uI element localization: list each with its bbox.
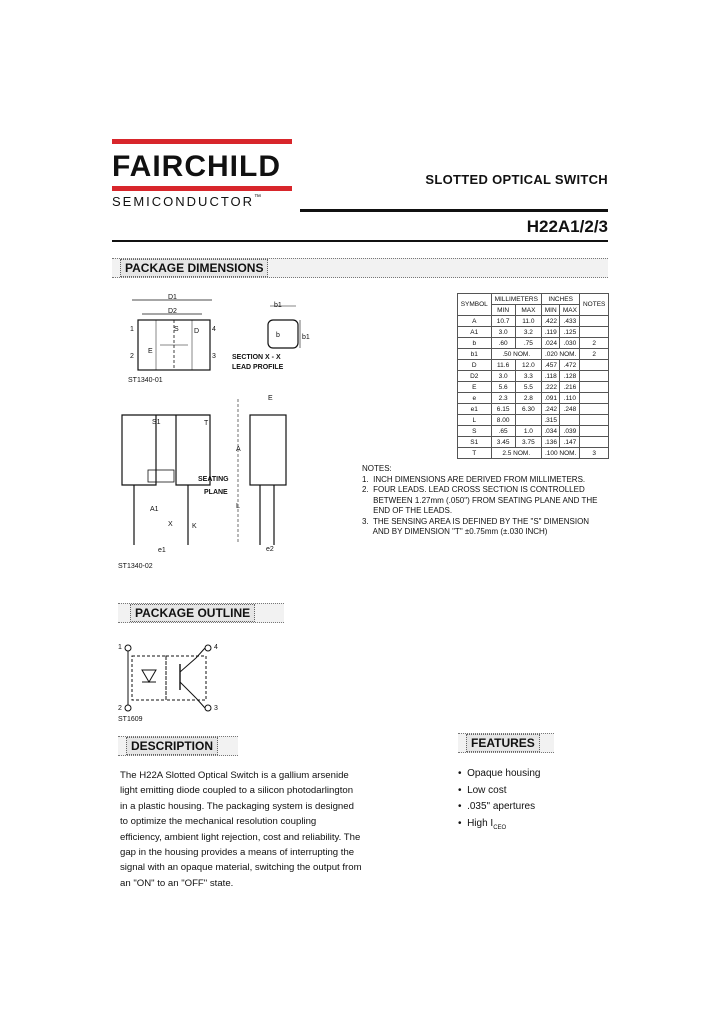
- table-cell: [580, 393, 609, 404]
- table-cell: 1.0: [515, 426, 541, 437]
- section-label: SECTION X - X: [232, 354, 281, 361]
- table-header-max: MAX: [515, 305, 541, 316]
- description-line: gap in the housing provides a means of interrupting the: [120, 847, 355, 859]
- logo-bar-bottom: [112, 186, 292, 191]
- trademark: ™: [254, 194, 264, 201]
- table-row: [458, 448, 609, 459]
- lead-profile-drawing: [262, 300, 312, 350]
- table-cell: E: [458, 382, 492, 393]
- schematic-pin2: 2: [118, 705, 122, 712]
- feature-subscript: CEO: [493, 824, 507, 831]
- table-header-symbol: SYMBOL: [458, 294, 492, 316]
- table-row: [458, 404, 609, 415]
- table-cell: 5.5: [515, 382, 541, 393]
- table-row: [458, 371, 609, 382]
- table-cell: 6.30: [515, 404, 541, 415]
- table-cell: 2.5 NOM.: [491, 448, 541, 459]
- table-cell: [580, 371, 609, 382]
- bullet-icon: •: [458, 768, 468, 779]
- document-title: SLOTTED OPTICAL SWITCH: [425, 172, 608, 187]
- table-header-inches: INCHES: [541, 294, 579, 305]
- label-pin3: 3: [212, 353, 216, 360]
- table-cell: .472: [560, 360, 580, 371]
- table-row: [458, 316, 609, 327]
- description-line: signal with an opaque material, switching the output from: [120, 862, 362, 874]
- table-cell: .119: [541, 327, 559, 338]
- schematic-pin3: 3: [214, 705, 218, 712]
- features-list: [458, 766, 540, 836]
- description-line: an "ON" to an "OFF" state.: [120, 877, 234, 889]
- label-b: b: [276, 332, 280, 339]
- table-cell: .65: [491, 426, 515, 437]
- section-title-description: DESCRIPTION: [126, 737, 218, 755]
- table-row: [458, 327, 609, 338]
- description-text: [120, 768, 370, 891]
- description-line: in a plastic housing. The packaging system is designed: [120, 800, 354, 812]
- description-line: The H22A Slotted Optical Switch is a gallium arsenide: [120, 770, 349, 781]
- label-e2: e2: [266, 546, 274, 553]
- list-item: [458, 799, 540, 816]
- table-cell: b1: [458, 349, 492, 360]
- table-cell: .242: [541, 404, 559, 415]
- table-cell: 2.3: [491, 393, 515, 404]
- feature-text: Low cost: [467, 784, 507, 796]
- table-row: [458, 415, 609, 426]
- notes: [362, 464, 610, 538]
- table-row: [458, 338, 609, 349]
- list-item: [458, 766, 540, 783]
- table-header-min: MIN: [491, 305, 515, 316]
- label-d2: D2: [168, 308, 177, 315]
- table-cell: T: [458, 448, 492, 459]
- table-cell: 3.3: [515, 371, 541, 382]
- header-rule-top: [300, 209, 608, 212]
- table-cell: [560, 415, 580, 426]
- table-cell: .118: [541, 371, 559, 382]
- label-s1: S1: [152, 419, 161, 426]
- table-header-min: MIN: [541, 305, 559, 316]
- label-pin1: 1: [130, 326, 134, 333]
- table-cell: .422: [541, 316, 559, 327]
- list-item: [458, 816, 540, 837]
- feature-text: High I: [467, 817, 494, 829]
- table-cell: .147: [560, 437, 580, 448]
- logo-subtitle: [112, 194, 263, 209]
- table-cell: A1: [458, 327, 492, 338]
- figure-id-2: ST1340-02: [118, 563, 153, 570]
- table-cell: 12.0: [515, 360, 541, 371]
- header-rule-bottom: [112, 240, 608, 242]
- table-cell: [515, 415, 541, 426]
- label-e: E: [148, 348, 153, 355]
- label-b1-side: b1: [302, 334, 310, 341]
- table-cell: 11.6: [491, 360, 515, 371]
- top-view-drawing: [120, 290, 230, 390]
- section-title-features: FEATURES: [466, 734, 540, 752]
- label-x: X: [168, 521, 173, 528]
- section-title-dimensions: PACKAGE DIMENSIONS: [120, 259, 268, 277]
- label-e1: e1: [158, 547, 166, 554]
- table-cell: b: [458, 338, 492, 349]
- table-cell: .091: [541, 393, 559, 404]
- table-cell: .128: [560, 371, 580, 382]
- label-k: K: [192, 523, 197, 530]
- label-s: S: [174, 326, 179, 333]
- note-line: 2. FOUR LEADS. LEAD CROSS SECTION IS CONTROLLED: [362, 485, 585, 494]
- note-line: 1. INCH DIMENSIONS ARE DERIVED FROM MILLIMETERS.: [362, 474, 586, 484]
- table-cell: [580, 382, 609, 393]
- note-line: BETWEEN 1.27mm (.050") FROM SEATING PLANE AND THE: [362, 495, 598, 505]
- description-line: efficiency, ambient light rejection, cost and reliability. The: [120, 831, 361, 843]
- bullet-icon: •: [458, 784, 468, 796]
- table-row: [458, 360, 609, 371]
- table-cell: 3.45: [491, 437, 515, 448]
- table-cell: .315: [541, 415, 559, 426]
- table-cell: .020 NOM.: [541, 349, 579, 360]
- table-cell: .60: [491, 338, 515, 349]
- table-cell: 8.00: [491, 415, 515, 426]
- table-cell: 3.2: [515, 327, 541, 338]
- table-cell: S1: [458, 437, 492, 448]
- table-cell: .125: [560, 327, 580, 338]
- schematic-drawing: [118, 638, 228, 718]
- description-line: to optimize the mechanical resolution coupling: [120, 816, 317, 828]
- label-e-top: E: [268, 395, 273, 402]
- feature-text: .035" apertures: [467, 801, 536, 813]
- table-cell: .100 NOM.: [541, 448, 579, 459]
- profile-label: LEAD PROFILE: [232, 364, 284, 371]
- notes-heading: NOTES:: [362, 464, 392, 473]
- table-cell: .034: [541, 426, 559, 437]
- table-cell: .248: [560, 404, 580, 415]
- table-cell: 2: [580, 349, 609, 360]
- section-title-outline: PACKAGE OUTLINE: [130, 604, 255, 622]
- label-t: T: [204, 420, 209, 427]
- label-d: D: [194, 328, 200, 335]
- table-cell: [580, 437, 609, 448]
- table-header-mm: MILLIMETERS: [491, 294, 541, 305]
- table-cell: 3.75: [515, 437, 541, 448]
- part-number: H22A1/2/3: [526, 217, 608, 236]
- table-cell: 11.0: [515, 316, 541, 327]
- figure-id-1: ST1340-01: [128, 377, 163, 384]
- bullet-icon: •: [458, 801, 468, 813]
- table-cell: S: [458, 426, 492, 437]
- table-cell: 3.0: [491, 371, 515, 382]
- logo-subtitle-text: SEMICONDUCTOR: [112, 194, 255, 209]
- table-cell: .75: [515, 338, 541, 349]
- table-cell: 3.0: [491, 327, 515, 338]
- logo: FAIRCHILD: [112, 150, 281, 183]
- feature-text: Opaque housing: [467, 768, 541, 779]
- table-row: [458, 426, 609, 437]
- table-cell: 6.15: [491, 404, 515, 415]
- label-d1: D1: [168, 294, 177, 301]
- table-cell: .457: [541, 360, 559, 371]
- figure-id-3: ST1609: [118, 716, 143, 723]
- table-cell: [580, 404, 609, 415]
- table-cell: 5.6: [491, 382, 515, 393]
- table-cell: .039: [560, 426, 580, 437]
- table-header-max: MAX: [560, 305, 580, 316]
- label-plane: PLANE: [204, 489, 228, 496]
- list-item: [458, 783, 540, 800]
- table-cell: e: [458, 393, 492, 404]
- table-cell: 3: [580, 448, 609, 459]
- table-cell: e1: [458, 404, 492, 415]
- note-line: AND BY DIMENSION "T" ±0.75mm (±.030 INCH): [362, 527, 548, 536]
- table-cell: [580, 415, 609, 426]
- table-cell: 10.7: [491, 316, 515, 327]
- note-line: END OF THE LEADS.: [362, 506, 453, 515]
- schematic-pin4: 4: [214, 644, 218, 651]
- label-pin4: 4: [212, 326, 216, 333]
- table-cell: .024: [541, 338, 559, 349]
- note-line: 3. THE SENSING AREA IS DEFINED BY THE "S" DIMENSION: [362, 516, 590, 526]
- table-row: [458, 382, 609, 393]
- table-row: [458, 393, 609, 404]
- table-cell: [580, 316, 609, 327]
- label-a: A: [236, 446, 241, 453]
- table-cell: .222: [541, 382, 559, 393]
- label-pin2: 2: [130, 353, 134, 360]
- table-header-notes: NOTES: [580, 294, 609, 316]
- table-cell: L: [458, 415, 492, 426]
- table-cell: [580, 360, 609, 371]
- table-cell: A: [458, 316, 492, 327]
- label-seating: SEATING: [198, 476, 229, 483]
- label-b1-top: b1: [274, 302, 282, 309]
- table-cell: .030: [560, 338, 580, 349]
- table-cell: .216: [560, 382, 580, 393]
- table-cell: [580, 327, 609, 338]
- label-l: L: [236, 503, 240, 510]
- description-line: light emitting diode coupled to a silicon photodarlington: [120, 785, 354, 797]
- label-a1: A1: [150, 506, 159, 513]
- table-cell: [580, 426, 609, 437]
- table-cell: D: [458, 360, 492, 371]
- table-row: [458, 349, 609, 360]
- logo-bar-top: [112, 139, 292, 144]
- table-cell: .433: [560, 316, 580, 327]
- schematic-pin1: 1: [118, 644, 122, 651]
- dimension-table: [457, 293, 609, 459]
- table-row: [458, 437, 609, 448]
- table-cell: .50 NOM.: [491, 349, 541, 360]
- table-cell: .110: [560, 393, 580, 404]
- table-cell: 2.8: [515, 393, 541, 404]
- table-cell: D2: [458, 371, 492, 382]
- table-cell: 2: [580, 338, 609, 349]
- table-cell: .136: [541, 437, 559, 448]
- bullet-icon: •: [458, 817, 468, 829]
